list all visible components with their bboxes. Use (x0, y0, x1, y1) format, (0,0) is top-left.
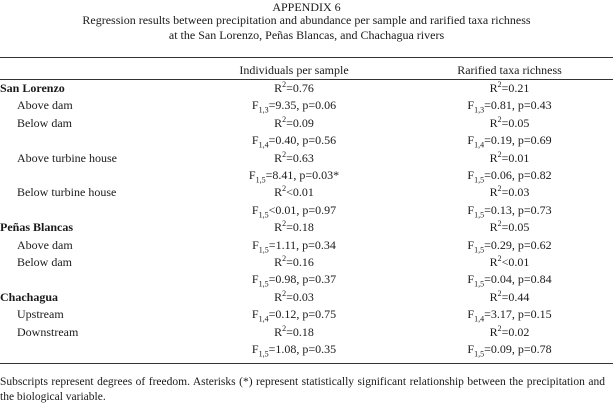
richness-stat: $R^2=0.01$ (489, 149, 530, 165)
degrees-of-freedom: 1,4 (258, 314, 269, 324)
richness-stat: $R^2=0.21$ (489, 80, 530, 95)
richness-stat: $F_{1,5}=0.06$, p=0.82 (467, 168, 552, 185)
location-label: Below turbine house (17, 185, 117, 200)
table-row (0, 202, 613, 219)
table-row (0, 289, 613, 306)
degrees-of-freedom: 1,5 (474, 279, 485, 289)
individuals-stat: $F_{1,3}=9.35$, p=0.06 (251, 98, 337, 115)
table-title-line-2: at the San Lorenzo, Peñas Blancas, and Chachagua rivers (168, 28, 445, 42)
table-row (0, 271, 613, 288)
table-row (0, 219, 613, 236)
r-squared-superscript: 2 (497, 254, 502, 263)
location-label: Below dam (17, 115, 72, 130)
richness-stat: $R^2=0.05$ (489, 219, 530, 235)
table-row (0, 150, 613, 167)
r-squared-superscript: 2 (282, 254, 287, 263)
degrees-of-freedom: 1,5 (474, 244, 485, 254)
individuals-stat: $R^2=0.63$ (274, 149, 314, 165)
richness-stat: $F_{1,5}=0.29$, p=0.62 (467, 237, 552, 254)
richness-stat: $R^2=0.05$ (489, 114, 530, 130)
site-name: San Lorenzo (0, 81, 65, 95)
column-header-individuals: Individuals per sample (239, 63, 349, 77)
r-squared-superscript: 2 (497, 184, 502, 194)
table-row (0, 167, 613, 184)
richness-stat: $R^2=0.02$ (489, 323, 530, 339)
table-row (0, 184, 613, 201)
column-header-richness: Rarified taxa richness (457, 63, 562, 77)
table-footnote: Subscripts represent degrees of freedom. Asterisks (*) represent statistically significant relationship between the precipitation and the biological variable. (0, 376, 605, 403)
r-squared-superscript: 2 (497, 80, 502, 89)
table-row (0, 341, 613, 358)
table-row (0, 115, 613, 132)
table-row (0, 132, 613, 149)
table-row (0, 254, 613, 271)
richness-stat: $F_{1,3}=0.81$, p=0.43 (467, 98, 552, 115)
individuals-stat: $F_{1,5}<0.01$, p=0.97 (251, 202, 337, 220)
individuals-stat: $R^2<0.01$ (274, 184, 314, 200)
individuals-stat: $F_{1,5}=1.08$, p=0.35 (251, 342, 337, 359)
degrees-of-freedom: 1,5 (258, 244, 269, 254)
r-squared-superscript: 2 (497, 149, 502, 159)
appendix-number: APPENDIX 6 (272, 0, 341, 14)
location-label: Upstream (17, 307, 64, 322)
individuals-stat: $F_{1,5}=0.98$, p=0.37 (251, 272, 337, 289)
r-squared-superscript: 2 (497, 323, 502, 333)
richness-stat: $F_{1,4}=3.17$, p=0.15 (467, 307, 552, 324)
richness-stat: $R^2<0.01$ (489, 254, 530, 269)
individuals-stat: $R^2=0.76$ (274, 80, 314, 95)
r-squared-superscript: 2 (282, 288, 287, 298)
degrees-of-freedom: 1,5 (258, 210, 269, 220)
degrees-of-freedom: 1,3 (474, 105, 485, 115)
location-label: Downstream (17, 324, 79, 339)
richness-stat: $F_{1,5}=0.13$, p=0.73 (467, 202, 552, 220)
richness-stat: $F_{1,4}=0.19$, p=0.69 (467, 133, 552, 150)
r-squared-superscript: 2 (282, 184, 287, 194)
table-row (0, 97, 613, 114)
r-squared-superscript: 2 (282, 80, 287, 89)
table-row (0, 306, 613, 323)
table-row (0, 324, 613, 341)
richness-stat: $R^2=0.44$ (489, 288, 530, 304)
degrees-of-freedom: 1,5 (258, 349, 269, 359)
individuals-stat: $F_{1,4}=0.40$, p=0.56 (251, 133, 337, 150)
degrees-of-freedom: 1,5 (255, 175, 266, 185)
table-bottom-rule (0, 363, 613, 364)
degrees-of-freedom: 1,4 (258, 140, 269, 150)
r-squared-superscript: 2 (282, 219, 287, 229)
location-label: Above dam (17, 237, 73, 252)
degrees-of-freedom: 1,4 (474, 140, 485, 150)
r-squared-superscript: 2 (282, 323, 287, 333)
site-name: Peñas Blancas (0, 220, 74, 235)
table-row (0, 80, 613, 97)
degrees-of-freedom: 1,5 (258, 279, 269, 289)
richness-stat: $R^2=0.03$ (489, 184, 530, 200)
individuals-stat: $R^2=0.09$ (274, 114, 314, 130)
individuals-stat: $R^2=0.16$ (274, 254, 314, 269)
table-top-rule (0, 57, 613, 58)
degrees-of-freedom: 1,3 (258, 105, 269, 115)
degrees-of-freedom: 1,5 (474, 175, 485, 185)
location-label: Below dam (17, 255, 72, 269)
location-label: Above turbine house (17, 150, 117, 165)
table-title-line-1: Regression results between precipitation and abundance per sample and rarified taxa richness (82, 13, 531, 27)
r-squared-superscript: 2 (282, 114, 287, 124)
table-row (0, 237, 613, 254)
r-squared-superscript: 2 (497, 288, 502, 298)
degrees-of-freedom: 1,4 (474, 314, 485, 324)
richness-stat: $F_{1,5}=0.09$, p=0.78 (467, 342, 552, 359)
individuals-stat: $F_{1,5}=8.41$, p=0.03* (248, 168, 340, 185)
r-squared-superscript: 2 (497, 114, 502, 124)
degrees-of-freedom: 1,5 (474, 210, 485, 220)
location-label: Above dam (17, 98, 73, 113)
richness-stat: $F_{1,5}=0.04$, p=0.84 (467, 272, 552, 289)
individuals-stat: $R^2=0.18$ (274, 219, 314, 235)
individuals-stat: $F_{1,4}=0.12$, p=0.75 (251, 307, 337, 324)
r-squared-superscript: 2 (497, 219, 502, 229)
site-name: Chachagua (0, 289, 59, 304)
individuals-stat: $F_{1,5}=1.11$, p=0.34 (252, 237, 336, 254)
r-squared-superscript: 2 (282, 149, 287, 159)
degrees-of-freedom: 1,5 (474, 349, 485, 359)
individuals-stat: $R^2=0.03$ (274, 288, 314, 304)
individuals-stat: $R^2=0.18$ (274, 323, 314, 339)
